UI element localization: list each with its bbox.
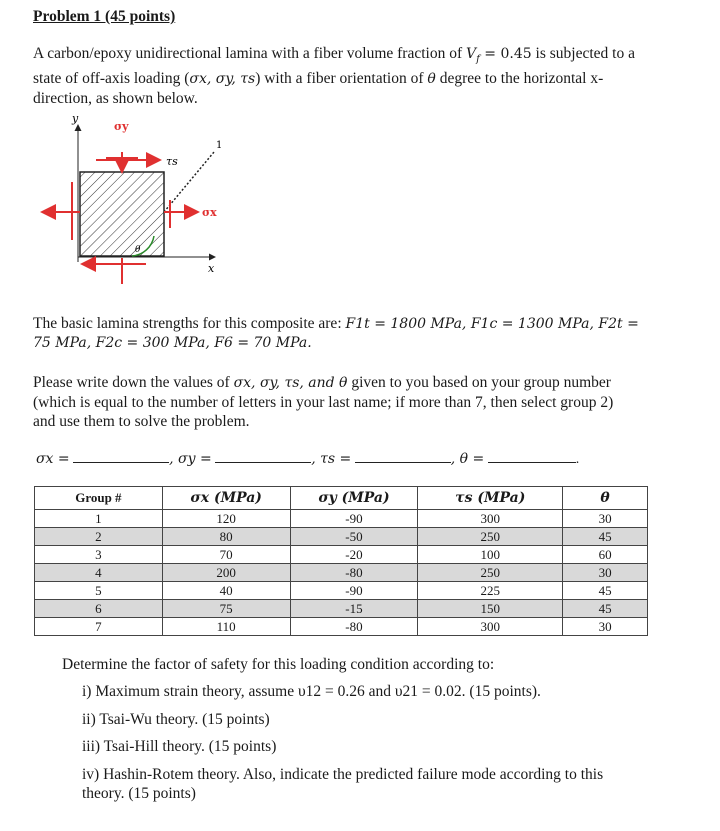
strengths-paragraph (33, 314, 693, 353)
problem-title: Problem 1 (45 points) (33, 8, 176, 25)
task-iv (82, 765, 682, 803)
task-ii: ii) Tsai-Wu theory. (15 points) (82, 711, 270, 728)
header-sigma-y: σy (MPa) (290, 487, 418, 510)
blank-theta-label: , θ = (450, 451, 485, 467)
table-cell: 110 (162, 618, 290, 636)
task-i: i) Maximum strain theory, assume υ12 = 0.26 and υ21 = 0.02. (15 points). (82, 683, 541, 700)
strengths-values-1: F1t = 1800 MPa, F1c = 1300 MPa, F2t = (345, 316, 639, 332)
instructions-line-2: (which is equal to the number of letters in your last name; if more than 7, then select group 2) (33, 394, 614, 411)
loading-symbols: σx, σy, τs (189, 70, 256, 87)
table-row (35, 618, 648, 636)
table-row (35, 564, 648, 582)
instructions-text-2: given to you based on your group number (351, 374, 611, 391)
intro-text-4: ) with a fiber orientation of (255, 69, 424, 87)
table-cell: 45 (563, 600, 648, 618)
theta-symbol: θ (427, 70, 436, 87)
table-cell: 300 (418, 510, 563, 528)
table-cell: -90 (290, 582, 418, 600)
blank-sigma-y-label: , σy = (169, 451, 212, 467)
blank-theta[interactable] (488, 450, 576, 463)
instructions-symbols: σx, σy, τs, and θ (233, 375, 348, 391)
blank-sigma-x-label: σx = (36, 451, 70, 467)
table-cell: 70 (162, 546, 290, 564)
table-cell: 150 (418, 600, 563, 618)
table-cell: 2 (35, 528, 163, 546)
table-row (35, 546, 648, 564)
table-cell: 30 (563, 564, 648, 582)
table-cell: 3 (35, 546, 163, 564)
table-row (35, 510, 648, 528)
table-header-row (35, 487, 648, 510)
tau-label: τs (166, 155, 178, 168)
blank-tau-label: , τs = (311, 451, 352, 467)
table-row (35, 582, 648, 600)
task-iii: iii) Tsai-Hill theory. (15 points) (82, 738, 277, 755)
table-cell: -90 (290, 510, 418, 528)
table-cell: 120 (162, 510, 290, 528)
task-iv-line-2: theory. (15 points) (82, 785, 196, 802)
sigma-y-label: σy (114, 120, 129, 133)
table-cell: 200 (162, 564, 290, 582)
table-cell: 60 (563, 546, 648, 564)
intro-text-1: A carbon/epoxy unidirectional lamina with a fiber volume fraction of (33, 45, 463, 62)
table-row (35, 600, 648, 618)
intro-paragraph (33, 44, 693, 108)
table-cell: -50 (290, 528, 418, 546)
table-cell: 45 (563, 582, 648, 600)
task-iv-line-1: iv) Hashin-Rotem theory. Also, indicate the predicted failure mode according to this (82, 766, 604, 783)
strengths-line-1 (33, 314, 693, 334)
header-tau: τs (MPa) (418, 487, 563, 510)
x-axis-label: x (208, 262, 215, 275)
sigma-x-label: σx (202, 206, 217, 219)
intro-text-3: state of off-axis loading ( (33, 69, 190, 87)
intro-text-2: is subjected to a (531, 45, 635, 62)
table-cell: -80 (290, 618, 418, 636)
table-cell: 7 (35, 618, 163, 636)
strengths-lead: The basic lamina strengths for this composite are: (33, 315, 342, 332)
table-cell: 45 (563, 528, 648, 546)
table-cell: 6 (35, 600, 163, 618)
table-cell: 250 (418, 564, 563, 582)
answer-blanks: σx = , σy = , τs = , θ = . (36, 451, 580, 467)
intro-line-2 (33, 69, 693, 89)
group-table (34, 486, 648, 636)
header-group: Group # (35, 487, 163, 510)
loading-diagram (36, 112, 246, 292)
table-cell: -20 (290, 546, 418, 564)
fiber-volume-symbol: $V_f$ (466, 46, 480, 65)
header-theta: θ (563, 487, 648, 510)
intro-line-3: direction, as shown below. (33, 89, 198, 107)
table-cell: 225 (418, 582, 563, 600)
instructions-line-3: and use them to solve the problem. (33, 413, 250, 430)
table-cell: 250 (418, 528, 563, 546)
table-cell: 1 (35, 510, 163, 528)
intro-text-5: degree to the horizontal x- (435, 69, 604, 87)
instructions-line-1 (33, 373, 693, 393)
table-cell: 300 (418, 618, 563, 636)
table-row (35, 528, 648, 546)
table-cell: -15 (290, 600, 418, 618)
blank-tau[interactable] (355, 450, 451, 463)
instructions-paragraph (33, 373, 693, 431)
table-cell: 30 (563, 510, 648, 528)
table-cell: 30 (563, 618, 648, 636)
table-cell: 5 (35, 582, 163, 600)
table-cell: -80 (290, 564, 418, 582)
table-cell: 4 (35, 564, 163, 582)
table-cell: 40 (162, 582, 290, 600)
instructions-text-1: Please write down the values of (33, 374, 230, 391)
intro-line-1 (33, 44, 693, 69)
tasks-lead: Determine the factor of safety for this loading condition according to: (62, 656, 495, 673)
header-sigma-x: σx (MPa) (162, 487, 290, 510)
strengths-values-2: 75 MPa, F2c = 300 MPa, F6 = 70 MPa. (33, 335, 312, 351)
y-axis-label: y (72, 112, 79, 125)
blank-sigma-x[interactable] (73, 450, 169, 463)
blank-sigma-y[interactable] (215, 450, 311, 463)
table-cell: 80 (162, 528, 290, 546)
table-cell: 100 (418, 546, 563, 564)
fiber-axis-label: 1 (216, 140, 223, 151)
table-cell: 75 (162, 600, 290, 618)
fiber-volume-value: = 0.45 (479, 46, 532, 62)
theta-label: θ (135, 245, 141, 255)
